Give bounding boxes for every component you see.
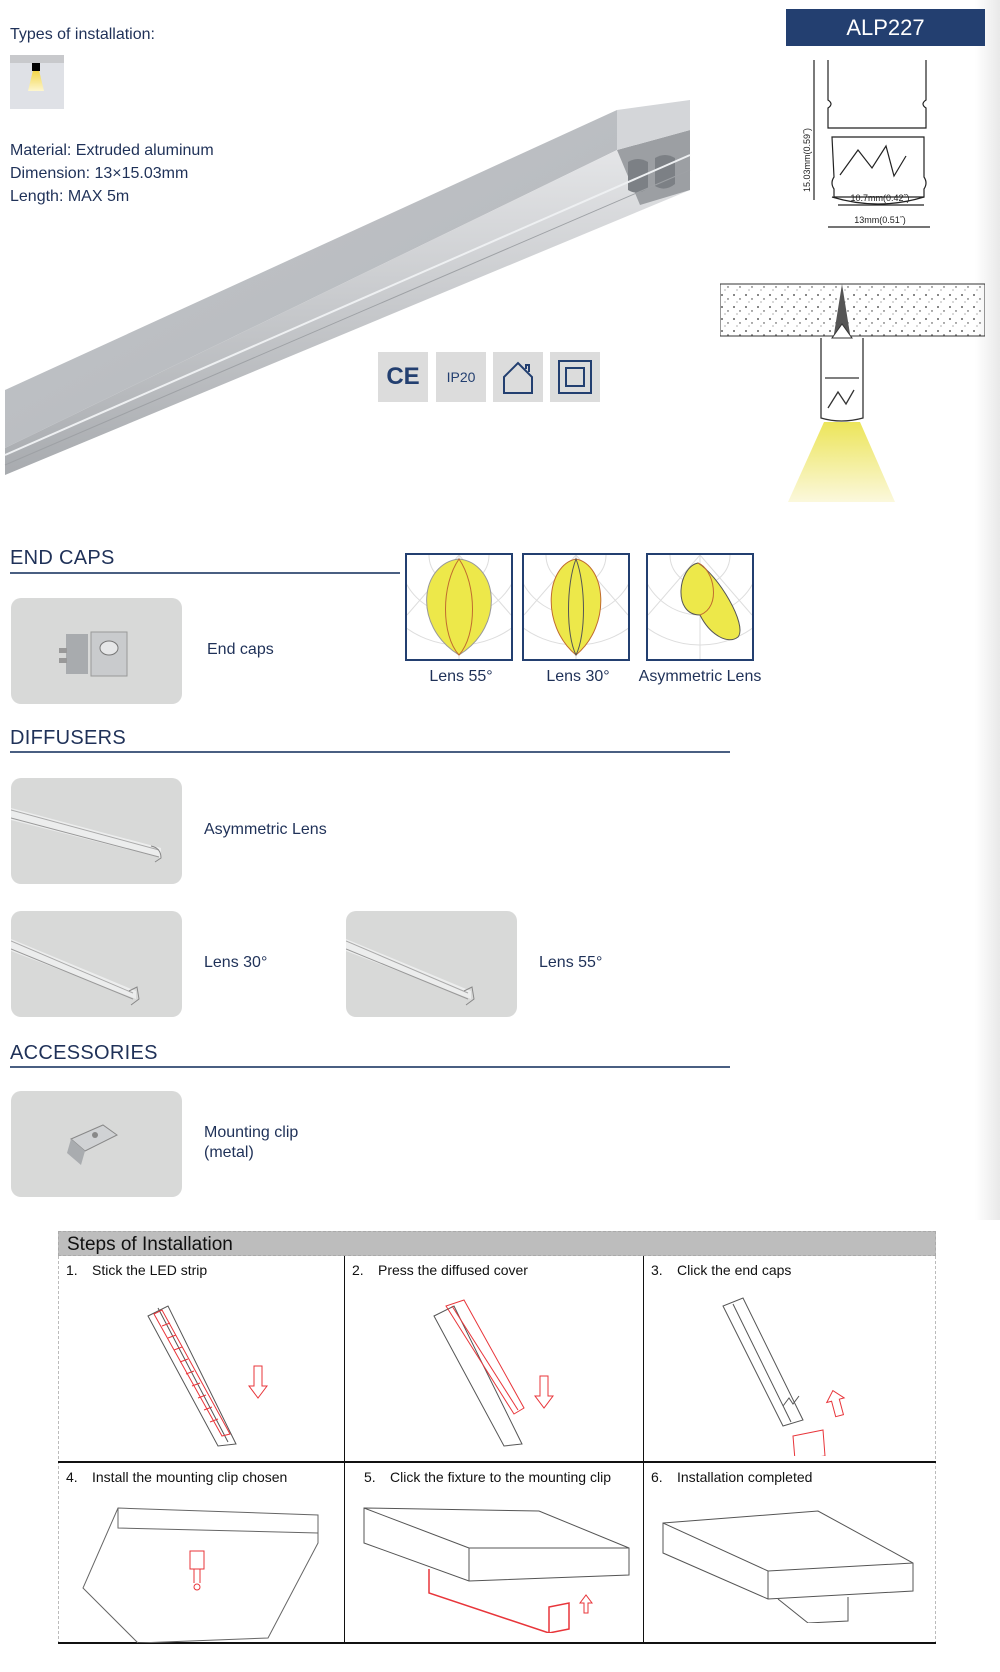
model-number-badge: ALP227	[786, 9, 985, 46]
class-ii-icon	[550, 352, 600, 402]
mounting-clip-label-line1: Mounting clip	[204, 1124, 299, 1141]
end-caps-product-card	[11, 598, 182, 704]
svg-text:15.03mm(0.59˝): 15.03mm(0.59˝)	[802, 127, 812, 193]
step-4-cell: 4. Install the mounting clip chosen	[58, 1463, 344, 1642]
product-profile-image	[0, 80, 720, 480]
svg-text:13mm(0.51˝): 13mm(0.51˝)	[854, 215, 906, 225]
beam-chart-lens-55	[405, 553, 513, 661]
beam-chart-label-asymmetric: Asymmetric Lens	[638, 668, 762, 685]
ceiling-mount-diagram	[720, 280, 985, 502]
installation-steps-table	[58, 1231, 936, 1644]
diffuser-lens-55-card	[346, 911, 517, 1017]
installation-steps-title: Steps of Installation	[58, 1231, 936, 1256]
end-caps-label: End caps	[207, 641, 274, 658]
mounting-clip-card	[11, 1091, 182, 1197]
end-caps-heading: END CAPS	[10, 547, 115, 569]
profile-dimension-drawing	[790, 55, 970, 255]
diffusers-divider	[10, 751, 730, 753]
beam-chart-label-lens-30: Lens 30°	[546, 668, 610, 685]
end-caps-divider	[10, 572, 400, 574]
diffuser-asymmetric-card	[11, 778, 182, 884]
spec-dimension: Dimension: 13×15.03mm	[10, 165, 189, 182]
step-1-cell: 1. Stick the LED strip	[58, 1256, 344, 1461]
accessories-heading: ACCESSORIES	[10, 1042, 158, 1064]
diffuser-lens-55-label: Lens 55°	[539, 954, 603, 971]
step-2-illustration	[424, 1296, 564, 1456]
step-3-cell: 3. Click the end caps	[643, 1256, 935, 1461]
spec-length: Length: MAX 5m	[10, 188, 130, 205]
beam-chart-asymmetric	[646, 553, 754, 661]
diffusers-heading: DIFFUSERS	[10, 727, 127, 749]
installation-types-label: Types of installation:	[10, 26, 155, 43]
beam-chart-lens-30	[522, 553, 630, 661]
diffuser-asymmetric-label: Asymmetric Lens	[204, 821, 327, 838]
mounting-clip-label-line2: (metal)	[204, 1144, 254, 1161]
indoor-house-icon	[493, 352, 543, 402]
end-cap-image	[11, 598, 182, 704]
step-5-cell: 5. Click the fixture to the mounting clip	[344, 1463, 643, 1642]
step-1-illustration	[138, 1296, 278, 1456]
beam-chart-label-lens-55: Lens 55°	[429, 668, 493, 685]
step-3-illustration	[713, 1296, 863, 1456]
mounting-clip-image	[11, 1091, 182, 1197]
step-6-cell: 6. Installation completed	[643, 1463, 935, 1642]
step-4-illustration	[78, 1503, 338, 1643]
page-edge-shadow	[975, 0, 1000, 1220]
step-6-illustration	[658, 1503, 928, 1623]
spec-material: Material: Extruded aluminum	[10, 142, 214, 159]
ce-mark-icon: CE	[378, 352, 428, 402]
diffuser-lens-30-card	[11, 911, 182, 1017]
asymmetric-lens-image	[11, 778, 182, 884]
svg-text:10.7mm(0.42˝): 10.7mm(0.42˝)	[850, 193, 910, 203]
diffuser-lens-30-label: Lens 30°	[204, 954, 268, 971]
step-5-illustration	[359, 1503, 639, 1633]
step-2-cell: 2. Press the diffused cover	[344, 1256, 643, 1461]
accessories-divider	[10, 1066, 730, 1068]
lens-55-image	[346, 911, 517, 1017]
lens-30-image	[11, 911, 182, 1017]
ip20-icon: IP20	[436, 352, 486, 402]
